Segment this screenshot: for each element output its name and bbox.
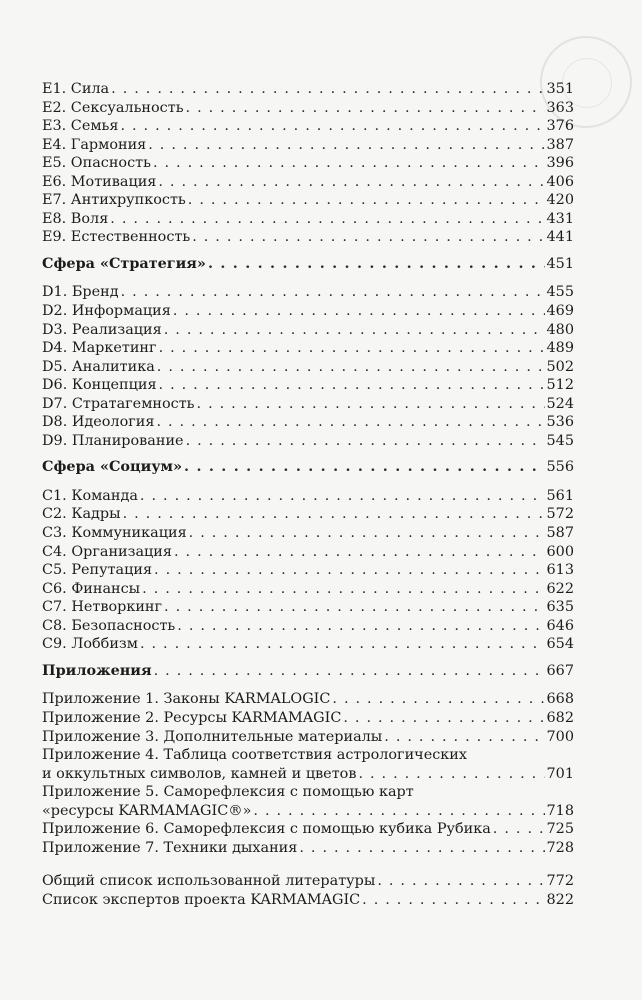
section-title: Сфера «Социум» [42,458,183,476]
toc-entry [42,395,574,414]
entry-title: C8. Безопасность [42,617,176,634]
entry-page: 524 [546,395,574,412]
toc-entry [42,117,574,136]
toc-entry [42,432,574,451]
entry-page: 536 [546,414,574,431]
entry-page: 654 [546,636,574,653]
entry-title: D6. Концепция [42,377,157,394]
toc-entry [42,635,574,654]
toc-entry [42,228,574,247]
toc-entry [42,173,574,192]
toc-entry [42,598,574,617]
entry-page: 376 [546,118,574,135]
toc-entry [42,505,574,524]
toc-entry [42,580,574,599]
entry-page: 561 [546,487,574,504]
toc-entry [42,690,574,709]
toc-entry [42,891,574,910]
entry-title: D2. Информация [42,303,171,320]
entry-page: 701 [546,765,574,782]
entry-page: 646 [546,617,574,634]
toc-entry [42,820,574,839]
entry-page: 668 [546,691,574,708]
section-page: 451 [546,255,574,272]
entry-page: 420 [546,192,574,209]
toc-entry [42,191,574,210]
entry-title: E2. Сексуальность [42,99,184,116]
toc-entry [42,80,574,99]
section-title: Приложения [42,661,152,679]
entry-page: 725 [546,821,574,838]
entry-title: C2. Кадры [42,506,121,523]
entry-page: 406 [546,173,574,190]
section-heading-appendices [42,662,574,681]
entry-page: 572 [546,506,574,523]
entry-page: 396 [546,155,574,172]
section-title: Сфера «Стратегия» [42,254,206,272]
entry-page: 441 [546,229,574,246]
section-heading-socium [42,458,574,477]
entry-page: 351 [546,81,574,97]
entry-title-line: Приложение 5. Саморефлексия с помощью карт [42,784,414,801]
entry-page: 363 [546,99,574,116]
entry-page: 728 [546,839,574,856]
toc-entry [42,302,574,321]
entry-title: E5. Опасность [42,155,151,172]
toc-entry [42,358,574,377]
entry-page: 431 [546,210,574,227]
section-page: 556 [546,459,574,476]
entry-title: D1. Бренд [42,284,119,301]
toc-entry [42,709,574,728]
entry-title: C3. Коммуникация [42,525,187,542]
toc-entry [42,802,574,821]
entry-title: E8. Воля [42,210,109,227]
entry-page: 480 [546,321,574,338]
toc-entry [42,561,574,580]
entry-title: C9. Лоббизм [42,636,138,653]
entry-title: E9. Естественность [42,229,191,246]
entry-title: D3. Реализация [42,321,162,338]
entry-page: 622 [546,580,574,597]
entry-page: 502 [546,358,574,375]
toc-entry [42,210,574,229]
entry-title: Приложение 3. Дополнительные материалы [42,728,383,745]
entry-title: Общий список использованной литературы [42,873,376,890]
entry-title: D7. Стратагемность [42,395,195,412]
toc-entry [42,136,574,155]
entry-title: C6. Финансы [42,580,141,597]
entry-title-line: Приложение 4. Таблица соответствия астрологических [42,747,467,764]
entry-page: 772 [546,873,574,890]
table-of-contents [42,80,574,909]
entry-page: 489 [546,340,574,357]
toc-entry [42,617,574,636]
toc-entry [42,376,574,395]
entry-title: Приложение 7. Техники дыхания [42,839,298,856]
entry-title: E7. Антихрупкость [42,192,186,209]
entry-title: D4. Маркетинг [42,340,157,357]
toc-entry [42,339,574,358]
entry-title: Приложение 6. Саморефлексия с помощью кубика Рубика [42,821,491,838]
entry-page: 700 [546,728,574,745]
entry-page: 600 [546,543,574,560]
toc-entry [42,765,574,784]
entry-page: 387 [546,136,574,153]
entry-title: Приложение 1. Законы KARMALOGIC [42,691,331,708]
entry-page: 455 [546,284,574,301]
entry-page: 587 [546,525,574,542]
toc-entry [42,321,574,340]
toc-entry [42,283,574,302]
entry-page: 512 [546,377,574,394]
entry-title: C1. Команда [42,487,138,504]
entry-title: «ресурсы KARMAMAGIC®» [42,802,252,819]
entry-page: 469 [546,303,574,320]
toc-entry [42,728,574,747]
toc-entry [42,524,574,543]
toc-entry [42,154,574,173]
entry-title: C5. Репутация [42,562,153,579]
toc-entry [42,487,574,506]
entry-page: 613 [546,562,574,579]
entry-title: D8. Идеология [42,414,155,431]
entry-title: E6. Мотивация [42,173,157,190]
toc-entry [42,413,574,432]
entry-title: C4. Организация [42,543,172,560]
toc-entry [42,543,574,562]
entry-page: 545 [546,432,574,449]
section-heading-strategy [42,255,574,274]
section-page: 667 [546,662,574,679]
entry-page: 635 [546,599,574,616]
entry-title: Список экспертов проекта KARMAMAGIC [42,891,361,908]
toc-entry [42,99,574,118]
entry-title: Приложение 2. Ресурсы KARMAMAGIC [42,709,342,726]
toc-entry [42,872,574,891]
entry-page: 718 [546,802,574,819]
toc-entry [42,839,574,858]
entry-title: E4. Гармония [42,136,147,153]
entry-page: 822 [546,891,574,908]
entry-title: E3. Семья [42,118,119,135]
entry-title: D5. Аналитика [42,358,155,375]
entry-title: C7. Нетворкинг [42,599,163,616]
entry-title: и оккультных символов, камней и цветов [42,765,357,782]
entry-page: 682 [546,709,574,726]
entry-title: E1. Сила [42,81,110,97]
entry-title: D9. Планирование [42,432,184,449]
